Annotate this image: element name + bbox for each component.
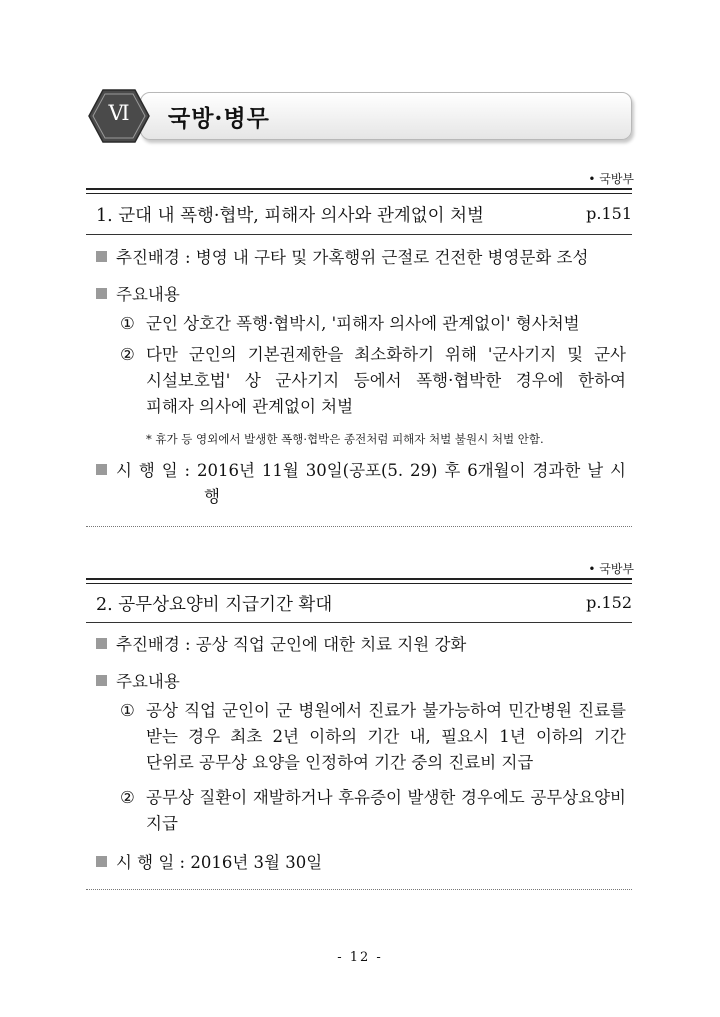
page-number: - 12 -: [337, 950, 383, 965]
chapter-header: [88, 88, 632, 144]
square-bullet-icon: [96, 856, 107, 867]
chapter-number: Ⅵ: [108, 101, 130, 125]
section-1-background: [96, 244, 626, 268]
effective-line-wrap: 행: [204, 487, 220, 506]
section-1-end-rule: [86, 526, 632, 527]
item-line: 군인 상호간 폭행·협박시, '피해자 의사에 관계없이' 형사처벌: [146, 314, 580, 333]
item-line: 공무상 질환이 재발하거나 후유증이 발생한 경우에도 공무상요양비: [146, 788, 626, 807]
section-2-item-1: [120, 698, 626, 776]
section-1-item-1: [120, 311, 626, 337]
section-2-effective-text: 시 행 일 : 2016년 3월 30일: [116, 853, 323, 872]
section-1-top-rule: [86, 188, 632, 190]
section-2-end-rule: [86, 889, 632, 890]
section-1-background-text: 추진배경 : 병영 내 구타 및 가혹행위 근절로 건전한 병영문화 조성: [116, 248, 589, 267]
section-1-note: * 휴가 등 영외에서 발생한 폭행·협박은 종전처럼 피해자 처벌 불원시 처벌 안함.: [146, 432, 544, 446]
section-1-contents-label: [96, 281, 626, 305]
section-2-background: [96, 631, 626, 655]
square-bullet-icon: [96, 638, 107, 649]
chapter-title: 국방·병무: [168, 105, 270, 132]
section-2-effective-date: [96, 849, 626, 873]
item-number: ①: [120, 314, 135, 333]
section-2-title-rule: [86, 622, 632, 623]
section-1-contents-label-text: 주요내용: [116, 285, 180, 304]
square-bullet-icon: [96, 675, 107, 686]
section-2-title: 2. 공무상요양비 지급기간 확대: [96, 595, 333, 615]
square-bullet-icon: [96, 288, 107, 299]
section-1-title: 1. 군대 내 폭행·협박, 피해자 의사와 관계없이 처벌: [96, 206, 484, 226]
item-line: 단위로 공무상 요양을 인정하여 기간 중의 진료비 지급: [146, 753, 534, 772]
section-1-ministry: • 국방부: [588, 172, 634, 186]
section-2-contents-label-text: 주요내용: [116, 672, 180, 691]
section-2-background-text: 추진배경 : 공상 직업 군인에 대한 치료 지원 강화: [116, 635, 467, 654]
section-2-page-ref: p.152: [586, 593, 632, 612]
section-2-top-rule-thin: [86, 583, 632, 584]
section-2-ministry: • 국방부: [588, 562, 634, 576]
item-number: ②: [120, 788, 135, 807]
item-line: 공상 직업 군인이 군 병원에서 진료가 불가능하여 민간병원 진료를: [146, 701, 626, 720]
section-2-contents-label: [96, 668, 626, 692]
item-line: 지급: [146, 814, 178, 833]
section-2-top-rule: [86, 578, 632, 580]
effective-line: 시 행 일 : 2016년 11월 30일(공포(5. 29) 후 6개월이 경과한 날 시: [96, 458, 626, 484]
square-bullet-icon: [96, 464, 107, 475]
section-1-top-rule-thin: [86, 193, 632, 194]
section-1-item-2: [120, 342, 626, 420]
square-bullet-icon: [96, 251, 107, 262]
item-line: 피해자 의사에 관계없이 처벌: [146, 397, 354, 416]
item-number: ①: [120, 701, 135, 720]
section-2-item-2: [120, 785, 626, 837]
item-line: 받는 경우 최초 2년 이하의 기간 내, 필요시 1년 이하의 기간: [146, 727, 626, 746]
section-1-title-rule: [86, 234, 632, 235]
item-line: 시설보호법' 상 군사기지 등에서 폭행·협박한 경우에 한하여: [146, 371, 626, 390]
item-number: ②: [120, 345, 135, 364]
section-1-effective-date: [96, 458, 626, 510]
section-1-page-ref: p.151: [586, 204, 632, 223]
item-line: 다만 군인의 기본권제한을 최소화하기 위해 '군사기지 및 군사: [146, 345, 626, 364]
